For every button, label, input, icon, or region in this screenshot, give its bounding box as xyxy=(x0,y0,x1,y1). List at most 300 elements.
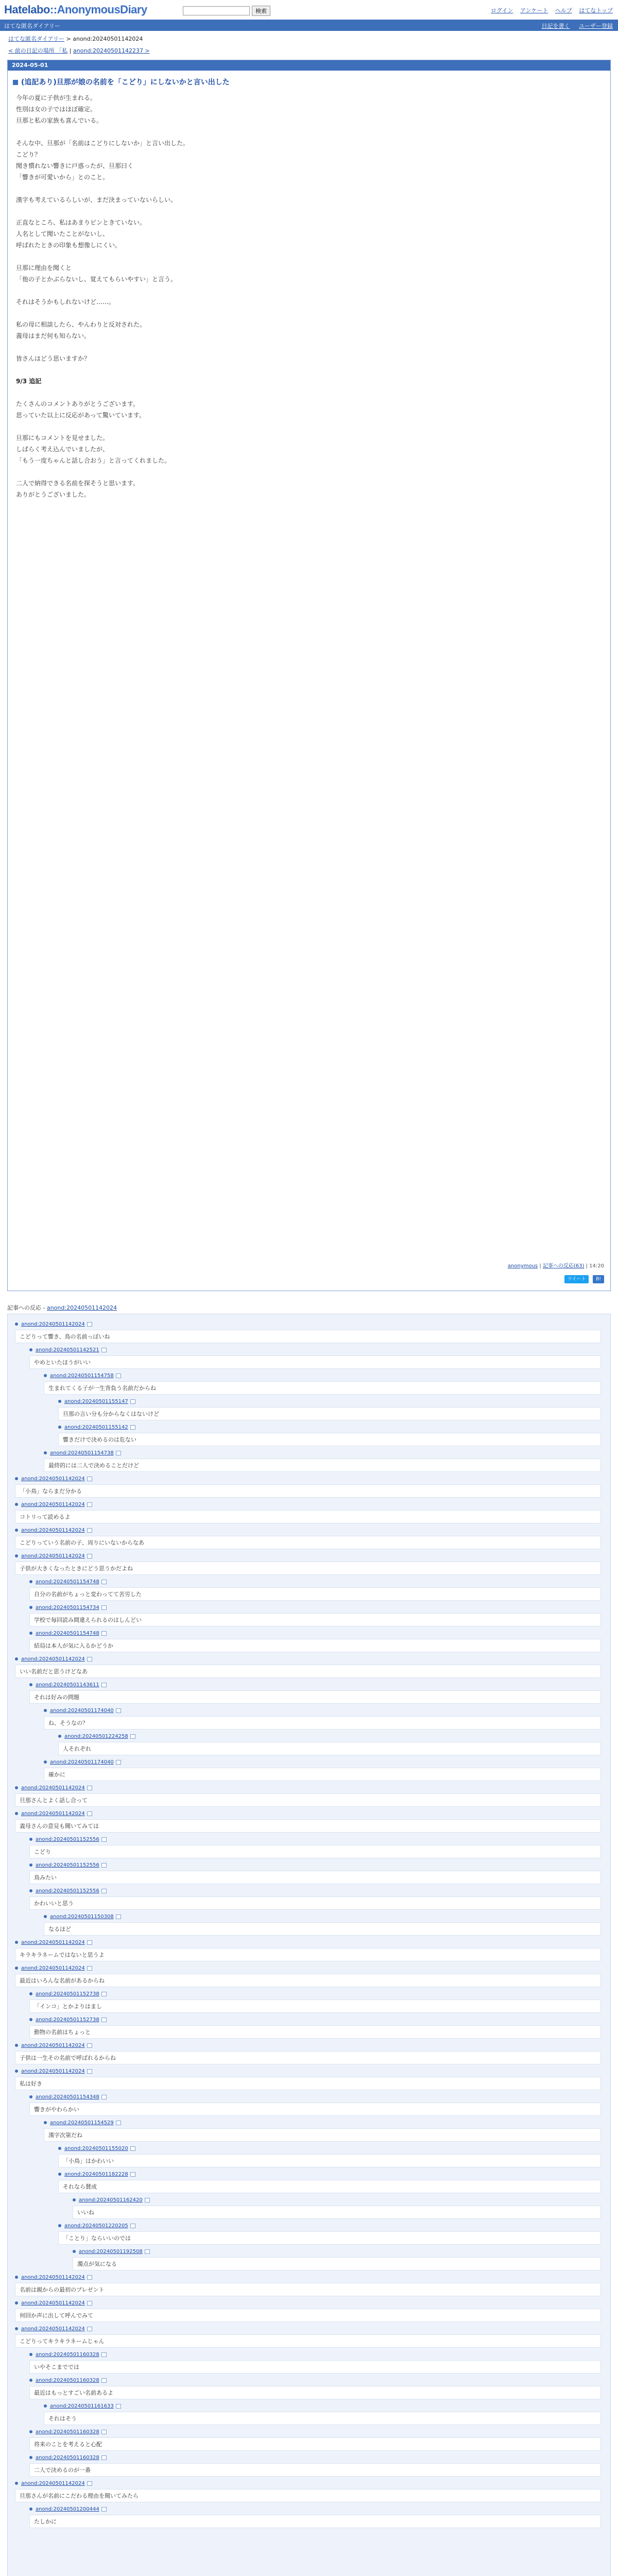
comment-item xyxy=(15,1784,601,1807)
comment-text: それなら賛成 xyxy=(58,2180,601,2193)
entry-line xyxy=(16,421,602,432)
comment-item xyxy=(29,1630,601,1652)
bookmark-icon[interactable] xyxy=(87,1966,92,1971)
comment-header xyxy=(44,1758,601,1767)
bullet-icon xyxy=(15,2301,18,2304)
bookmark-icon[interactable] xyxy=(130,1425,135,1430)
comment-text: 最近はいろんな名前があるからね xyxy=(15,1974,601,1987)
comment-item xyxy=(44,1758,601,1781)
comment-text: いやそこまででは xyxy=(29,2360,601,2374)
comment-text: 濁点が気になる xyxy=(73,2257,601,2270)
comment-header xyxy=(73,2196,601,2205)
comment-header xyxy=(29,1681,601,1689)
entry-line: 漢字も考えているらしいが、まだ決まっていないらしい。 xyxy=(16,196,177,204)
bookmark-icon[interactable] xyxy=(101,2455,107,2460)
bullet-icon xyxy=(29,1838,32,1841)
bookmark-icon[interactable] xyxy=(87,1528,92,1533)
bookmark-icon[interactable] xyxy=(101,2018,107,2022)
entry-time: 14:20 xyxy=(589,1263,604,1269)
comment-text: 人それぞれ xyxy=(58,1742,601,1755)
comment-id-link[interactable]: anond:20240501155147 xyxy=(64,1399,128,1404)
comments-header-prefix: 記事への反応 - xyxy=(7,1304,45,1311)
comment-item xyxy=(29,1861,601,1884)
bullet-icon xyxy=(29,2353,32,2356)
comment-text: 旦那さんが名前にこだわる理由を聞いてみたら xyxy=(15,2489,601,2502)
comment-text: 響きだけで決めるのは危ない xyxy=(58,1433,601,1446)
comment-item xyxy=(44,1707,601,1730)
bookmark-icon[interactable] xyxy=(87,2069,92,2074)
comment-item xyxy=(58,1398,601,1420)
header-link-login[interactable]: ログイン xyxy=(491,7,513,14)
comment-item xyxy=(73,2196,601,2219)
bookmark-icon[interactable] xyxy=(130,2224,135,2228)
comment-item xyxy=(15,2299,601,2322)
entry-title[interactable] xyxy=(13,77,605,87)
comment-header xyxy=(44,2119,601,2127)
comment-header xyxy=(15,1501,601,1509)
comment-header xyxy=(15,1964,601,1973)
bullet-icon xyxy=(29,1889,32,1892)
comment-id-link[interactable]: anond:20240501200444 xyxy=(36,2506,99,2512)
comment-id-link[interactable]: anond:20240501142024 xyxy=(21,1553,85,1559)
comment-id-link[interactable]: anond:20240501224258 xyxy=(64,1734,128,1739)
comment-id-link[interactable]: anond:20240501142024 xyxy=(21,2300,85,2306)
bookmark-icon[interactable] xyxy=(87,1554,92,1558)
comment-id-link[interactable]: anond:20240501142024 xyxy=(21,1785,85,1791)
comment-text: こどりってキラキラネームじゃん xyxy=(15,2334,601,2348)
comment-id-link[interactable]: anond:20240501160328 xyxy=(36,2455,99,2461)
comment-item xyxy=(44,1449,601,1472)
bookmark-icon[interactable] xyxy=(101,1580,107,1584)
bullet-icon xyxy=(15,2044,18,2047)
bookmark-icon[interactable] xyxy=(116,2121,121,2125)
comment-text: 学校で毎回読み間違えられるのはしんどい xyxy=(29,1613,601,1626)
comment-item xyxy=(29,2351,601,2374)
bookmark-icon[interactable] xyxy=(116,2404,121,2409)
comment-id-link[interactable]: anond:20240501174040 xyxy=(50,1759,114,1765)
comment-item xyxy=(29,2016,601,2039)
comment-text: それはそう xyxy=(44,2412,601,2425)
comment-item xyxy=(15,1810,601,1833)
share-buttons xyxy=(562,1275,604,1283)
comments-header-title[interactable]: anond:20240501142024 xyxy=(46,1304,117,1311)
bookmark-icon[interactable] xyxy=(101,2095,107,2099)
entry-body xyxy=(16,92,602,1236)
bullet-icon xyxy=(15,1554,18,1557)
comment-id-link[interactable]: anond:20240501142024 xyxy=(21,1940,85,1945)
bookmark-icon[interactable] xyxy=(101,1889,107,1893)
comment-id-link[interactable]: anond:20240501142024 xyxy=(21,2481,85,2486)
comment-header xyxy=(29,2505,601,2514)
entry-line xyxy=(16,387,602,398)
comment-item xyxy=(29,2505,601,2528)
bookmark-icon[interactable] xyxy=(87,2043,92,2048)
bullet-icon xyxy=(29,1580,32,1583)
entry-line: こどり？ xyxy=(16,151,41,158)
comment-text: 響きがやわらかい xyxy=(29,2103,601,2116)
bookmark-icon[interactable] xyxy=(145,2249,150,2254)
comment-id-link[interactable]: anond:20240501142024 xyxy=(21,1811,85,1817)
comment-id-link[interactable]: anond:20240501192508 xyxy=(79,2249,143,2255)
bookmark-icon[interactable] xyxy=(101,2507,107,2512)
comment-item xyxy=(29,2093,601,2116)
comment-id-link[interactable]: anond:20240501174040 xyxy=(50,1708,114,1714)
write-diary-link[interactable]: 日記を書く xyxy=(541,23,570,29)
comment-item xyxy=(58,1733,601,1755)
bullet-icon xyxy=(15,1786,18,1789)
bookmark-icon[interactable] xyxy=(101,1863,107,1868)
bullet-icon xyxy=(15,1323,18,1326)
bookmark-icon[interactable] xyxy=(87,2327,92,2331)
comment-item xyxy=(15,1320,601,1343)
comment-item xyxy=(15,1552,601,1575)
comment-id-link[interactable]: anond:20240501154529 xyxy=(50,2120,114,2126)
comment-item xyxy=(29,1836,601,1858)
comment-header xyxy=(15,1552,601,1561)
bullet-icon xyxy=(58,1735,61,1738)
bookmark-icon[interactable] xyxy=(116,1451,121,1455)
comment-id-link[interactable]: anond:20240501142024 xyxy=(21,1965,85,1971)
comment-id-link[interactable]: anond:20240501142024 xyxy=(21,2326,85,2332)
comment-item xyxy=(15,1501,601,1523)
comment-item xyxy=(15,2274,601,2296)
comment-text: 「小鳥」はかわいい xyxy=(58,2154,601,2167)
bookmark-icon[interactable] xyxy=(101,2378,107,2383)
entry-line: 今年の夏に子供が生まれる。 xyxy=(16,94,97,101)
comment-id-link[interactable]: anond:20240501142024 xyxy=(21,1476,85,1482)
comment-id-link[interactable]: anond:20240501154758 xyxy=(50,1373,114,1379)
comment-text: 「小鳥」ならまだ分かる xyxy=(15,1484,601,1498)
comment-id-link[interactable]: anond:20240501142024 xyxy=(21,2043,85,2048)
bookmark-icon[interactable] xyxy=(101,1992,107,1996)
comment-header xyxy=(15,2274,601,2282)
comment-header xyxy=(15,1810,601,1818)
bullet-icon xyxy=(15,1812,18,1815)
entry-line: 9/3 追記 xyxy=(16,378,42,385)
comment-item xyxy=(29,2454,601,2477)
comment-text: 旦那の言い分も分からなくはないけど xyxy=(58,1407,601,1420)
diary-entry xyxy=(7,60,611,1291)
comment-header xyxy=(15,1320,601,1329)
bookmark-icon[interactable] xyxy=(87,1477,92,1481)
comment-id-link[interactable]: anond:20240501161633 xyxy=(50,2403,114,2409)
breadcrumb-current: anond:20240501142024 xyxy=(73,36,143,42)
search-input[interactable] xyxy=(183,6,250,15)
site-header xyxy=(0,0,618,20)
comment-text: 子供が大きくなったときにどう思うかだよね xyxy=(15,1562,601,1575)
entry-line: 旦那にもコメントを見せました。 xyxy=(16,434,109,442)
comment-text: 生まれてくる子が一生背負う名前だからね xyxy=(44,1381,601,1395)
entry-line: 聞き慣れない響きに戸惑ったが、旦那曰く xyxy=(16,162,134,170)
comment-item xyxy=(15,1964,601,1987)
comment-item xyxy=(15,1527,601,1549)
comment-header xyxy=(73,2248,601,2256)
comment-header xyxy=(29,2377,601,2385)
comment-id-link[interactable]: anond:20240501155020 xyxy=(64,2146,128,2151)
comment-text: こどりっていう名前の子、周りにいないからなあ xyxy=(15,1536,601,1549)
bullet-icon xyxy=(29,1992,32,1995)
bullet-icon xyxy=(15,1529,18,1532)
comment-item xyxy=(15,2480,601,2502)
comment-id-link[interactable]: anond:20240501155142 xyxy=(64,1425,128,1430)
bullet-icon xyxy=(44,1760,47,1764)
comment-id-link[interactable]: anond:20240501154748 xyxy=(36,1631,99,1636)
comment-header xyxy=(29,2093,601,2102)
comment-id-link[interactable]: anond:20240501152556 xyxy=(36,1837,99,1842)
entry-lines xyxy=(16,92,602,500)
comment-header xyxy=(58,1398,601,1406)
entry-pager: < 前の日記の場所 「私 | anond:20240501142237 > xyxy=(8,47,150,54)
comment-id-link[interactable]: anond:20240501152738 xyxy=(36,2017,99,2023)
bullet-icon xyxy=(58,2224,61,2227)
comment-header xyxy=(29,2454,601,2462)
header-link-help[interactable]: ヘルプ xyxy=(555,7,572,14)
comment-id-link[interactable]: anond:20240501154348 xyxy=(36,2094,99,2100)
comment-header xyxy=(44,1913,601,1921)
entry-permalink[interactable]: anonymous xyxy=(507,1263,538,1269)
comment-item xyxy=(29,1604,601,1626)
comment-item xyxy=(15,2067,601,2090)
comment-id-link[interactable]: anond:20240501142024 xyxy=(21,1321,85,1327)
comment-text: それは好みの問題 xyxy=(29,1690,601,1704)
bookmark-icon[interactable] xyxy=(101,1348,107,1352)
header-links xyxy=(486,6,613,14)
entry-line xyxy=(16,183,602,194)
comment-text: 私は好き xyxy=(15,2077,601,2090)
comment-text: 義母さんの意見も聞いてみては xyxy=(15,1819,601,1833)
bullet-icon xyxy=(15,1503,18,1506)
entry-date: 2024-05-01 xyxy=(8,60,610,71)
bookmark-icon[interactable] xyxy=(101,1631,107,1636)
bullet-icon xyxy=(15,2276,18,2279)
comment-header xyxy=(29,1887,601,1895)
comment-id-link[interactable]: anond:20240501152738 xyxy=(36,1991,99,1997)
bookmark-icon[interactable] xyxy=(101,1605,107,1610)
comment-id-link[interactable]: anond:20240501160328 xyxy=(36,2352,99,2358)
comment-item xyxy=(15,1475,601,1498)
entry-line: 義母はまだ何も知らない。 xyxy=(16,332,91,340)
comment-id-link[interactable]: anond:20240501154748 xyxy=(36,1579,99,1585)
bullet-icon xyxy=(29,1606,32,1609)
comment-id-link[interactable]: anond:20240501220205 xyxy=(64,2223,128,2229)
comment-item xyxy=(15,1939,601,1961)
comment-header xyxy=(44,1707,601,1715)
comment-item xyxy=(29,1990,601,2013)
bookmark-icon[interactable] xyxy=(116,1374,121,1378)
comment-id-link[interactable]: anond:20240501154734 xyxy=(36,1605,99,1611)
comment-text: 結局は本人が気に入るかどうか xyxy=(29,1639,601,1652)
comment-header xyxy=(58,1733,601,1741)
bookmark-icon[interactable] xyxy=(87,2275,92,2280)
prev-entry-link[interactable]: < 前の日記の場所 「私 xyxy=(8,47,68,54)
comment-header xyxy=(15,2067,601,2076)
bookmark-icon[interactable] xyxy=(87,1811,92,1816)
bookmark-icon[interactable] xyxy=(101,1683,107,1687)
bullet-icon xyxy=(44,1451,47,1454)
bookmark-icon[interactable] xyxy=(101,1837,107,1842)
header-link-survey[interactable]: アンケート xyxy=(520,7,548,14)
comment-text: 最終的には二人で決めることだけど xyxy=(44,1459,601,1472)
comment-item xyxy=(44,2119,601,2142)
entry-line: 「もう一度ちゃんと話し合おう」と言ってくれました。 xyxy=(16,457,171,464)
comment-id-link[interactable]: anond:20240501143611 xyxy=(36,1682,99,1688)
title-square-icon xyxy=(13,80,18,85)
comment-id-link[interactable]: anond:20240501142024 xyxy=(21,2275,85,2280)
bookmark-icon[interactable] xyxy=(87,1322,92,1327)
entry-line: 「他の子とかぶらないし、覚えてもらいやすい」と言う。 xyxy=(16,276,177,283)
comment-header xyxy=(15,2325,601,2333)
comment-tree xyxy=(7,1314,611,2576)
bookmark-icon[interactable] xyxy=(87,2301,92,2306)
comment-id-link[interactable]: anond:20240501160328 xyxy=(36,2429,99,2435)
entry-line xyxy=(16,364,602,376)
bullet-icon xyxy=(29,1683,32,1686)
entry-comments-link[interactable]: 記事への反応(63) xyxy=(542,1263,585,1269)
comment-header xyxy=(15,2480,601,2488)
comment-header xyxy=(58,2222,601,2230)
comment-header xyxy=(29,2351,601,2359)
entry-line: 性別は女の子ではほぼ確定。 xyxy=(16,106,97,113)
bullet-icon xyxy=(73,2198,76,2201)
bookmark-icon[interactable] xyxy=(116,1914,121,1919)
comment-id-link[interactable]: anond:20240501142024 xyxy=(21,1502,85,1507)
bullet-icon xyxy=(29,2507,32,2511)
comment-text: やめといたほうがいい xyxy=(29,1355,601,1369)
comment-header xyxy=(44,1449,601,1458)
bookmark-icon[interactable] xyxy=(116,1708,121,1713)
hatena-bookmark-button[interactable]: B! xyxy=(593,1275,604,1283)
bookmark-icon[interactable] xyxy=(101,2352,107,2357)
bullet-icon xyxy=(58,2173,61,2176)
bookmark-icon[interactable] xyxy=(87,1657,92,1662)
next-entry-link[interactable]: anond:20240501142237 > xyxy=(73,47,150,54)
bullet-icon xyxy=(58,2147,61,2150)
comment-header xyxy=(58,2145,601,2153)
comment-text: 動物の名前はちょっと xyxy=(29,2025,601,2039)
comment-header xyxy=(44,1372,601,1380)
comment-text: こどり xyxy=(29,1845,601,1858)
tweet-button[interactable]: ツイート xyxy=(564,1275,589,1283)
bookmark-icon[interactable] xyxy=(87,1502,92,1507)
comment-header xyxy=(29,1836,601,1844)
comment-text: コトリって読めるよ xyxy=(15,1510,601,1523)
comment-header xyxy=(15,1655,601,1664)
bookmark-icon[interactable] xyxy=(130,1734,135,1739)
search-button[interactable]: 検索 xyxy=(252,6,270,16)
comments-header xyxy=(7,1303,611,1312)
comment-header xyxy=(15,1475,601,1483)
comment-id-link[interactable]: anond:20240501142024 xyxy=(21,1528,85,1533)
entry-line: 正直なところ、私はあまりピンときていない。 xyxy=(16,219,146,226)
subbar-links xyxy=(535,22,613,30)
comment-id-link[interactable]: anond:20240501162420 xyxy=(79,2197,143,2203)
comment-id-link[interactable]: anond:20240501142024 xyxy=(21,2069,85,2074)
comment-text: 自分の名前がちょっと変わってて苦労した xyxy=(29,1587,601,1601)
entry-line xyxy=(16,206,602,217)
comment-text: キラキラネームではないと思うよ xyxy=(15,1948,601,1961)
bullet-icon xyxy=(29,1863,32,1867)
comment-item xyxy=(29,1578,601,1601)
bullet-icon xyxy=(29,2430,32,2433)
entry-line: 旦那と私の家族も喜んでいる。 xyxy=(16,117,103,124)
bullet-icon xyxy=(58,1426,61,1429)
comment-id-link[interactable]: anond:20240501142024 xyxy=(21,1656,85,1662)
comment-text: いいね xyxy=(73,2206,601,2219)
bookmark-icon[interactable] xyxy=(101,2430,107,2434)
bullet-icon xyxy=(73,2250,76,2253)
comment-text: 二人で決めるのが一番 xyxy=(29,2463,601,2477)
bookmark-icon[interactable] xyxy=(130,2146,135,2151)
breadcrumb-prev[interactable]: はてな匿名ダイアリー xyxy=(8,36,65,42)
comment-id-link[interactable]: anond:20240501154738 xyxy=(50,1450,114,1456)
comment-id-link[interactable]: anond:20240501160328 xyxy=(36,2378,99,2383)
comment-id-link[interactable]: anond:20240501152556 xyxy=(36,1862,99,1868)
register-link[interactable]: ユーザー登録 xyxy=(579,23,613,29)
comment-id-link[interactable]: anond:20240501142521 xyxy=(36,1347,99,1353)
entry-line: ありがとうございました。 xyxy=(16,491,91,498)
comment-header xyxy=(29,2016,601,2024)
comment-item xyxy=(44,1913,601,1936)
comment-text: なるほど xyxy=(44,1922,601,1936)
entry-line: それはそうかもしれないけど……。 xyxy=(16,298,115,306)
comment-text: 「インコ」とかよりはまし xyxy=(29,1999,601,2013)
comment-item xyxy=(58,2171,601,2193)
comment-text: 最近はもっとすごい名前あるよ xyxy=(29,2386,601,2399)
bookmark-icon[interactable] xyxy=(130,1399,135,1404)
entry-line xyxy=(16,308,602,319)
comment-id-link[interactable]: anond:20240501152556 xyxy=(36,1888,99,1894)
bookmark-icon[interactable] xyxy=(87,2481,92,2486)
bookmark-icon[interactable] xyxy=(87,1940,92,1945)
comment-text: いい名前だと思うけどなあ xyxy=(15,1665,601,1678)
comment-item xyxy=(29,1346,601,1369)
site-logo[interactable] xyxy=(4,3,147,16)
comment-id-link[interactable]: anond:20240501182228 xyxy=(64,2172,128,2177)
comment-id-link[interactable]: anond:20240501150308 xyxy=(50,1914,114,1920)
bullet-icon xyxy=(29,1348,32,1351)
entry-line: たくさんのコメントありがとうございます。 xyxy=(16,400,140,408)
comment-header xyxy=(29,1604,601,1612)
bullet-icon xyxy=(15,1477,18,1480)
bullet-icon xyxy=(15,1941,18,1944)
comment-item xyxy=(15,2325,601,2348)
entry-line: そんな中、旦那が「名前はこどりにしないか」と言い出した。 xyxy=(16,140,190,147)
entry-line: 人名として聞いたことがないし、 xyxy=(16,230,109,238)
comment-header xyxy=(29,1578,601,1586)
bullet-icon xyxy=(44,2404,47,2408)
sub-navigation-bar xyxy=(0,20,618,31)
comment-header xyxy=(15,2042,601,2050)
subbar-site-name[interactable]: はてな匿名ダイアリー xyxy=(4,23,61,29)
bookmark-icon[interactable] xyxy=(116,1760,121,1765)
bookmark-icon[interactable] xyxy=(130,2172,135,2177)
entry-line: 皆さんはどう思いますか？ xyxy=(16,355,91,362)
bullet-icon xyxy=(44,1915,47,1918)
entry-line xyxy=(16,251,602,262)
comment-item xyxy=(58,2222,601,2245)
comment-text: 漢字次第だね xyxy=(44,2128,601,2142)
bookmark-icon[interactable] xyxy=(145,2198,150,2202)
bullet-icon xyxy=(44,1374,47,1377)
entry-line: 旦那に理由を聞くと xyxy=(16,264,72,272)
header-link-hatena-top[interactable]: はてなトップ xyxy=(579,7,613,14)
bookmark-icon[interactable] xyxy=(87,1786,92,1790)
logo-sub: ::AnonymousDiary xyxy=(49,3,147,16)
comment-header xyxy=(29,1630,601,1638)
comment-header xyxy=(29,1990,601,1998)
comment-item xyxy=(58,1423,601,1446)
comment-item xyxy=(29,2428,601,2451)
